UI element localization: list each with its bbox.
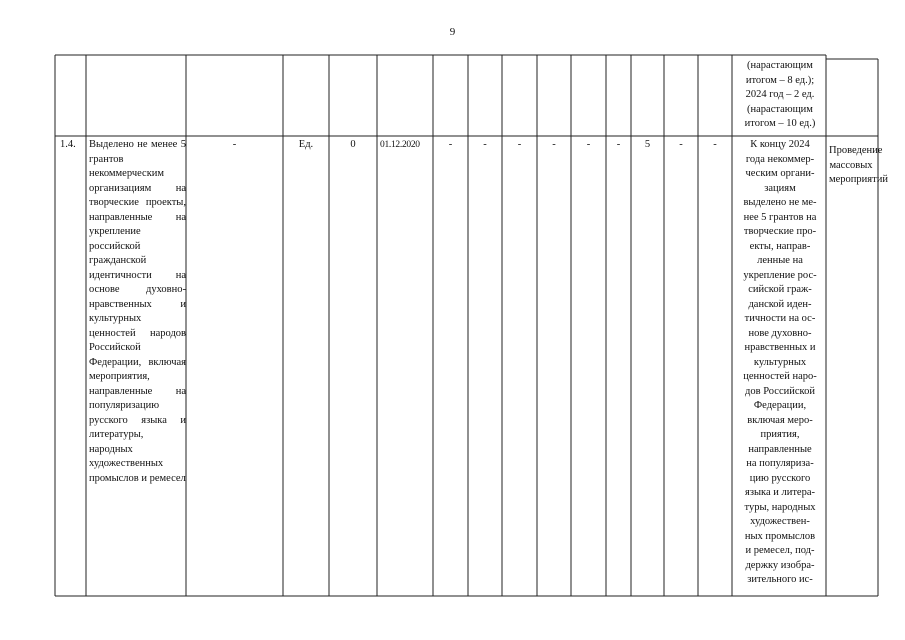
row-name: Выделено не менее 5 грантов некоммерческим организациям на творческие проекты, направленные на укрепление российской гражданской идентичности на основе духовно-нравственных и культурных ценностей народов Российской Федерации, включая мероприятия, направленные на популяризацию русского языка и литературы, народных художественных промыслов и ремесел xyxy=(89,139,186,484)
row-base-date: 01.12.2020 xyxy=(380,140,420,150)
row-col3: - xyxy=(232,139,237,150)
row-period-6: - xyxy=(616,139,621,150)
page-number: 9 xyxy=(449,26,456,38)
row-period-4: - xyxy=(552,139,556,150)
row-period-2: - xyxy=(483,139,487,150)
row-number: 1.4. xyxy=(60,139,76,150)
row-base-value: 0 xyxy=(350,139,356,150)
row-activity-type: Проведение массовых мероприятий xyxy=(829,145,888,185)
continued-result-text: (нарастающим итогом – 8 ед.); 2024 год – 2 ед. (нарастающим итогом – 10 ед.) xyxy=(744,60,816,129)
row-period-8: - xyxy=(679,139,683,150)
row-period-9: - xyxy=(713,139,717,150)
row-result-text: К концу 2024 года некоммер- ческим органи- зациям выделено не ме- нее 5 грантов на творческие про- екты, направ- ленные на укрепление рос- сийской граж- данской иден- тичности на ос- нове духовно- нравственных и культурных ценностей наро- дов Российской Федерации, включая меро- приятия, направленные на популяриза- цию русского языка и литера- туры, народных художествен- ных промыслов и ремесел, под- держку изобра- зительного ис- xyxy=(743,139,817,585)
row-period-5: - xyxy=(586,139,591,150)
row-period-1: - xyxy=(448,139,453,150)
row-unit: Ед. xyxy=(298,139,314,150)
row-period-3: - xyxy=(517,139,522,150)
row-period-7: 5 xyxy=(644,139,651,150)
